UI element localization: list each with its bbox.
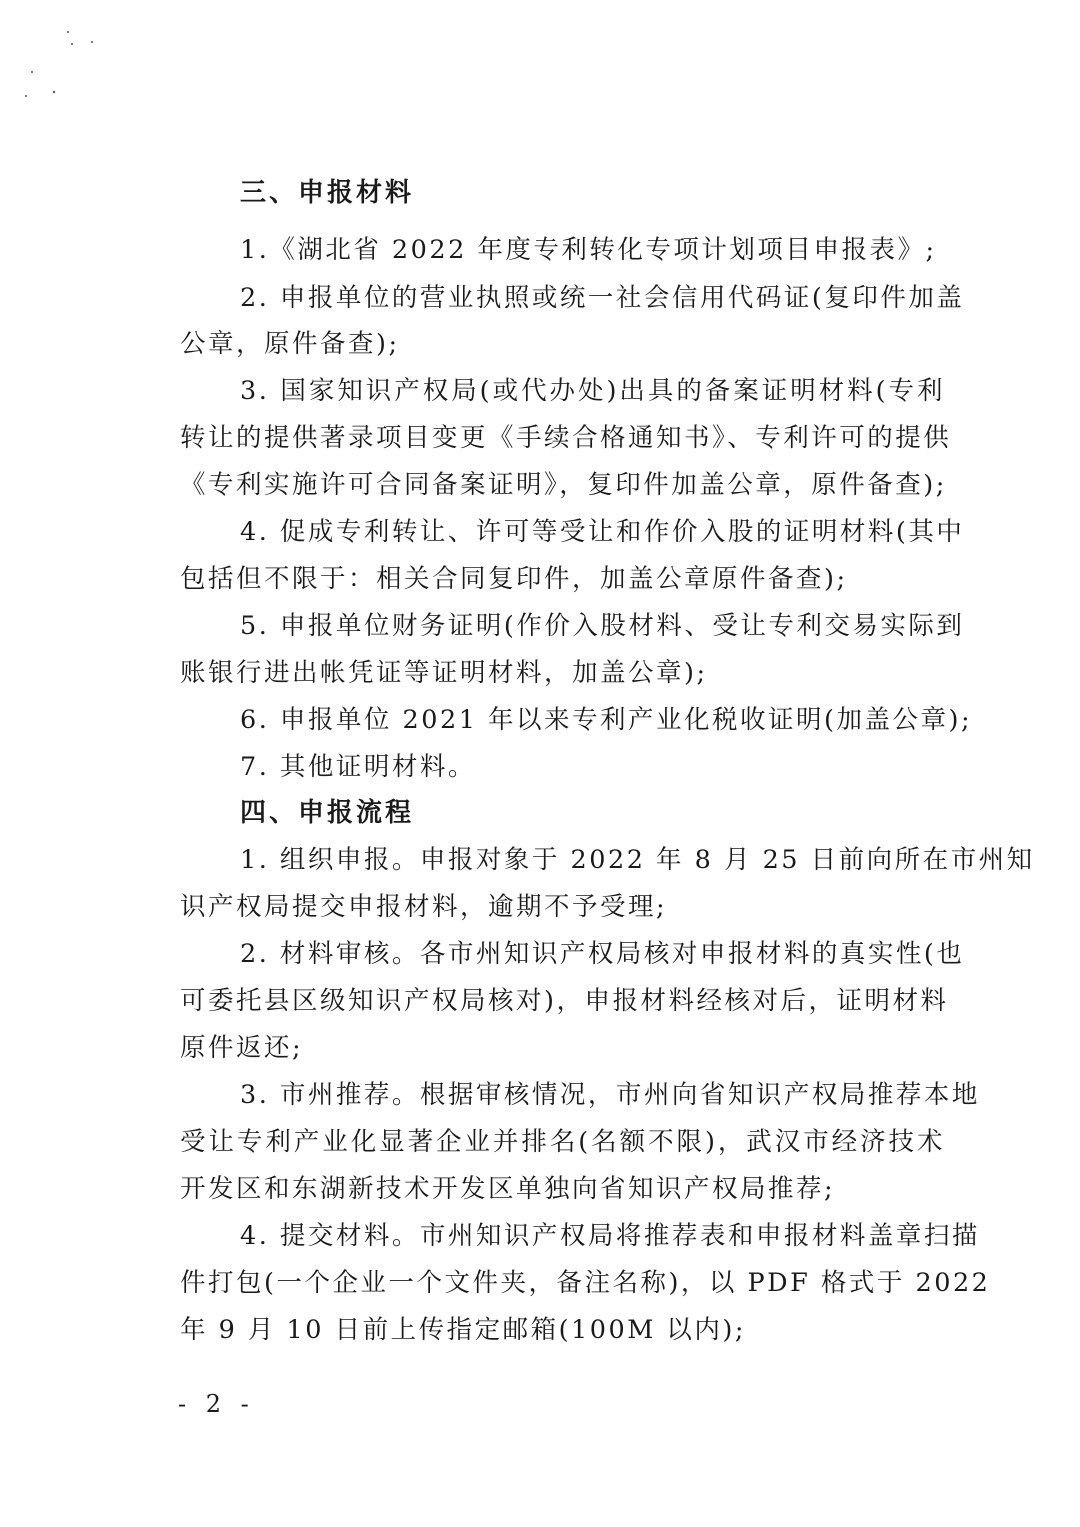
materials-item-2-line-1: 2. 申报单位的营业执照或统一社会信用代码证(复印件加盖 xyxy=(240,283,965,313)
process-item-1-line-2: 识产权局提交申报材料，逾期不予受理; xyxy=(180,892,668,922)
process-item-2-line-3: 原件返还; xyxy=(180,1033,304,1063)
process-item-3-line-1: 3. 市州推荐。根据审核情况，市州向省知识产权局推荐本地 xyxy=(240,1080,980,1110)
process-item-4-line-3: 年 9 月 10 日前上传指定邮箱(100M 以内); xyxy=(180,1315,746,1345)
process-item-4-line-1: 4. 提交材料。市州知识产权局将推荐表和申报材料盖章扫描 xyxy=(240,1221,980,1251)
section-heading-process: 四、申报流程 xyxy=(240,798,415,828)
process-item-2-line-2: 可委托县区级知识产权局核对)，申报材料经核对后，证明材料 xyxy=(180,986,949,1016)
materials-item-3-line-1: 3. 国家知识产权局(或代办处)出具的备案证明材料(专利 xyxy=(240,376,945,406)
materials-item-5-line-2: 账银行进出帐凭证等证明材料，加盖公章); xyxy=(180,658,708,688)
materials-item-3-line-2: 转让的提供著录项目变更《手续合格通知书》、专利许可的提供 xyxy=(180,423,952,453)
materials-item-2-line-2: 公章，原件备查); xyxy=(180,329,400,359)
materials-item-3-line-3: 《专利实施许可合同备案证明》，复印件加盖公章，原件备查); xyxy=(180,470,947,500)
process-item-1-line-1: 1. 组织申报。申报对象于 2022 年 8 月 25 日前向所在市州知 xyxy=(240,845,1035,875)
materials-item-4-line-1: 4. 促成专利转让、许可等受让和作价入股的证明材料(其中 xyxy=(240,517,965,547)
process-item-3-line-3: 开发区和东湖新技术开发区单独向省知识产权局推荐; xyxy=(180,1174,836,1204)
scan-specks xyxy=(20,30,110,110)
process-item-2-line-1: 2. 材料审核。各市州知识产权局核对申报材料的真实性(也 xyxy=(240,939,965,969)
section-heading-materials: 三、申报材料 xyxy=(240,178,415,208)
process-item-4-line-2: 件打包(一个企业一个文件夹，备注名称)，以 PDF 格式于 2022 xyxy=(180,1268,991,1298)
materials-item-1: 1.《湖北省 2022 年度专利转化专项计划项目申报表》; xyxy=(240,235,937,265)
materials-item-5-line-1: 5. 申报单位财务证明(作价入股材料、受让专利交易实际到 xyxy=(240,611,965,641)
materials-item-7: 7. 其他证明材料。 xyxy=(240,752,476,782)
page-number: - 2 - xyxy=(178,1390,255,1418)
process-item-3-line-2: 受让专利产业化显著企业并排名(名额不限)，武汉市经济技术 xyxy=(180,1127,945,1157)
materials-item-6: 6. 申报单位 2021 年以来专利产业化税收证明(加盖公章); xyxy=(240,705,973,735)
materials-item-4-line-2: 包括但不限于：相关合同复印件，加盖公章原件备查); xyxy=(180,564,848,594)
